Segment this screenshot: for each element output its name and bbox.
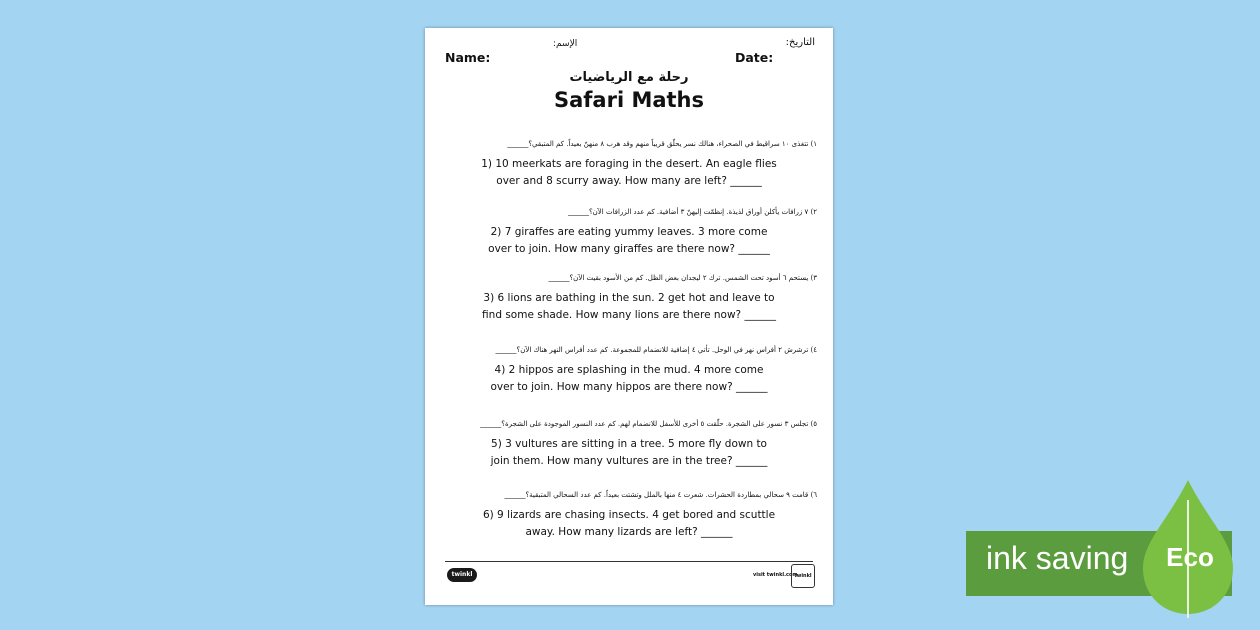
question-line: 5) 3 vultures are sitting in a tree. 5 more fly down to — [491, 438, 767, 450]
question-english — [465, 156, 793, 190]
twinkl-badge-logo: twinkl — [791, 564, 815, 588]
question-arabic: ٣) يستحم ٦ أسود تحت الشمس. ترك ٢ ليجدان بعض الظل. كم من الأسود بقيت الآن؟______ — [548, 274, 817, 282]
footer-divider — [445, 561, 813, 562]
worksheet — [425, 28, 833, 605]
question-line: 2) 7 giraffes are eating yummy leaves. 3 more come — [490, 226, 768, 238]
question-line: 4) 2 hippos are splashing in the mud. 4 more come — [494, 364, 764, 376]
ink-saving-label: ink saving — [986, 540, 1129, 576]
question-line: 1) 10 meerkats are foraging in the desert. An eagle flies — [481, 158, 777, 170]
question-line: over and 8 scurry away. How many are left? ______ — [496, 175, 762, 187]
question-line: find some shade. How many lions are there now? ______ — [482, 309, 776, 321]
question-line: 6) 9 lizards are chasing insects. 4 get bored and scuttle — [482, 509, 776, 521]
twinkl-logo: twinkl — [447, 568, 477, 582]
question-english — [465, 362, 793, 396]
question-line: join them. How many vultures are in the tree? ______ — [490, 455, 768, 467]
title-arabic: رحلة مع الرياضيات — [569, 70, 689, 85]
name-label-arabic: الإسم: — [553, 39, 578, 49]
question-arabic: ٥) تجلس ٣ نسور على الشجرة. حلّقت ٥ أخرى للأسفل للانضمام لهم. كم عدد النسور الموجودة على الشجرة؟______ — [480, 420, 817, 428]
question-line: away. How many lizards are left? ______ — [525, 526, 733, 538]
visit-link: visit twinkl.com — [753, 572, 798, 578]
question-arabic: ٦) قامت ٩ سحالي بمطاردة الحشرات. شعرت ٤ منها بالملل وتشتت بعيداً. كم عدد السحالي المتبقية؟______ — [504, 491, 817, 499]
name-label: Name: — [445, 50, 491, 65]
question-arabic: ١) تتغذى ١٠ سراقيط في الصحراء، هنالك نسر يحلّق قريباً منهم وقد هرب ٨ منهنّ بعيداً. كم المتبقي؟______ — [507, 140, 817, 148]
question-english — [465, 507, 793, 541]
question-arabic: ٤) ترشرش ٢ أفراس نهر في الوحل. تأتي ٤ إضافية للانضمام للمجموعة. كم عدد أفراس النهر هناك الآن؟______ — [495, 346, 817, 354]
eco-label: Eco — [1166, 542, 1214, 572]
question-arabic: ٢) ٧ زرافات يأكلن أوراق لذيذة. إنظمّت إليهنّ ٣ أضافية. كم عدد الزرافات الآن؟______ — [567, 208, 817, 216]
page-title: Safari Maths — [553, 88, 705, 112]
question-english — [465, 224, 793, 258]
date-label: Date: — [735, 50, 774, 65]
question-line: over to join. How many giraffes are there now? ______ — [488, 243, 770, 255]
question-line: over to join. How many hippos are there now? ______ — [490, 381, 768, 393]
date-label-arabic: التاريخ: — [785, 37, 815, 48]
question-line: 3) 6 lions are bathing in the sun. 2 get hot and leave to — [483, 292, 775, 304]
question-english — [465, 290, 793, 324]
question-english — [465, 436, 793, 470]
